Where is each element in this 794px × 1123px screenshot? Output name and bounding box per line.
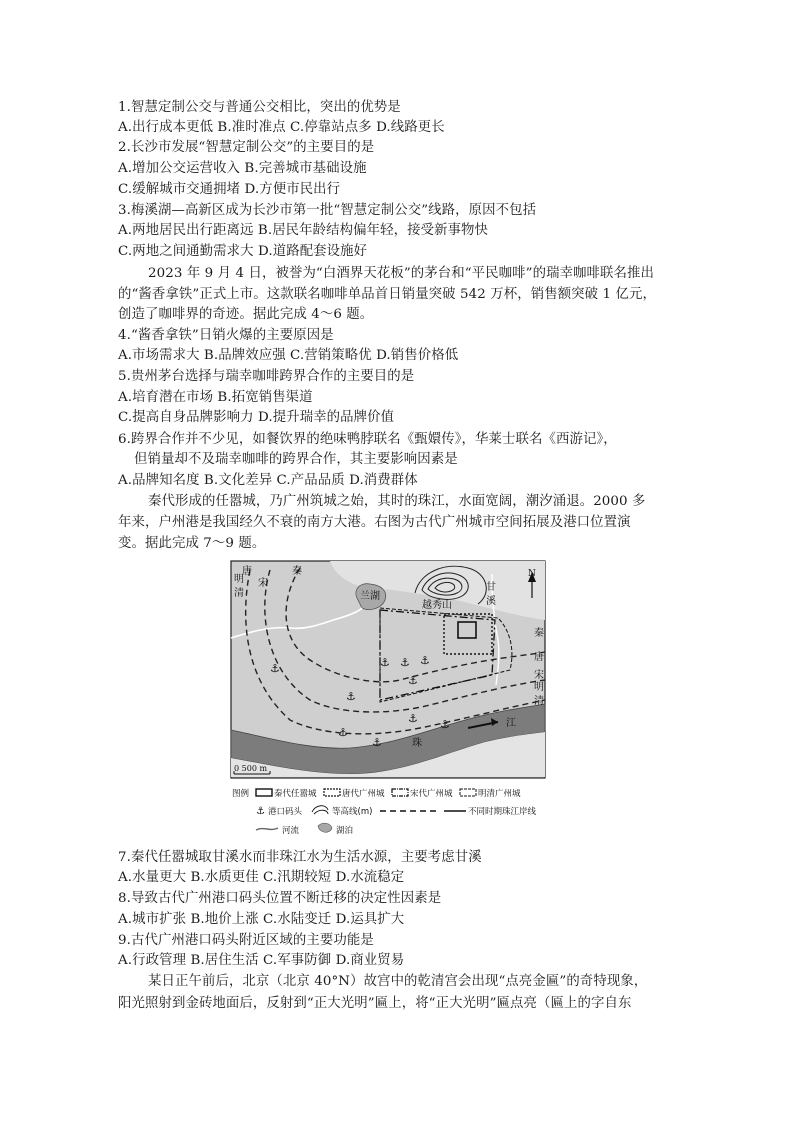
- svg-text:⚓: ⚓: [346, 690, 356, 703]
- legend-contour: 等高线(m): [332, 807, 373, 817]
- q8-options: A.城市扩张 B.地价上涨 C.水陆变迁 D.运具扩大: [118, 912, 405, 927]
- label-gan: 甘: [486, 582, 496, 593]
- svg-text:⚓: ⚓: [372, 736, 382, 749]
- passage-beijing-line2: 阳光照射到金砖地面后，反射到“正大光明”匾上，将“正大光明”匾点亮（匾上的字自东: [118, 996, 632, 1011]
- label-song-west: 宋: [258, 578, 268, 589]
- q8-stem: 8.导致古代广州港口码头位置不断迁移的决定性因素是: [118, 891, 442, 906]
- passage-guangzhou-line3: 变。据此完成 7～9 题。: [118, 536, 266, 551]
- legend-qin-swatch: [256, 789, 272, 796]
- passage-guangzhou-line1: 秦代形成的任嚣城，乃广州筑城之始，其时的珠江，水面宽阔，潮汐涌退。2000 多: [148, 494, 646, 509]
- legend-lake: 湖泊: [336, 826, 354, 836]
- q1-stem: 1.智慧定制公交与普通公交相比，突出的优势是: [118, 100, 401, 115]
- q6-options: A.品牌知名度 B.文化差异 C.产品品质 D.消费群体: [118, 473, 418, 488]
- q3-options-cd: C.两地之间通勤需求大 D.道路配套设施好: [118, 244, 368, 259]
- passage-coffee-line3: 创造了咖啡界的奇迹。据此完成 4～6 题。: [118, 307, 374, 322]
- label-xi: 溪: [486, 596, 496, 607]
- label-scale: 0 500 m: [234, 764, 268, 773]
- legend-song-city: 宋代广州城: [410, 789, 453, 799]
- legend-river-icon: [256, 828, 278, 830]
- legend-song-swatch: [392, 789, 408, 796]
- passage-coffee-line2: 的“酱香拿铁”正式上市。这款联名咖啡单品首日销量突破 542 万杯，销售额突破 1 亿元，: [118, 287, 656, 302]
- legend-qin-city: 秦代任嚣城: [274, 789, 317, 799]
- legend-contour-icon: [312, 806, 328, 814]
- label-yuexiushan: 越秀山: [422, 600, 452, 611]
- legend-title: 图例: [232, 789, 250, 799]
- q5-stem: 5.贵州茅台选择与瑞幸咖啡跨界合作的主要目的是: [118, 369, 415, 384]
- q3-stem: 3.梅溪湖—高新区成为长沙市第一批“智慧定制公交”线路，原因不包括: [118, 203, 537, 218]
- q6-stem-line1: 6.跨界合作并不少见，如餐饮界的绝味鸭脖联名《甄嬛传》，华莱士联名《西游记》，: [118, 432, 617, 447]
- label-song-east: 宋: [534, 670, 544, 681]
- passage-coffee-line1: 2023 年 9 月 4 日，被誉为“白酒界天花板”的茅台和“平民咖啡”的瑞幸咖啡联名推出: [148, 266, 654, 281]
- label-qing-east: 清: [534, 696, 544, 707]
- svg-text:⚓: ⚓: [400, 656, 410, 669]
- guangzhou-map-figure: [230, 560, 546, 840]
- q4-options: A.市场需求大 B.品牌效应强 C.营销策略优 D.销售价格低: [118, 348, 459, 363]
- q4-stem: 4.“酱香拿铁”日销火爆的主要原因是: [118, 328, 334, 343]
- q7-stem: 7.秦代任嚣城取甘溪水而非珠江水为生活水源，主要考虑甘溪: [118, 850, 482, 865]
- legend-shoreline: 不同时期珠江岸线: [468, 807, 537, 817]
- legend-lake-icon: [318, 823, 332, 832]
- q2-stem: 2.长沙市发展“智慧定制公交”的主要目的是: [118, 140, 375, 155]
- q9-options: A.行政管理 B.居住生活 C.军事防御 D.商业贸易: [118, 953, 405, 968]
- label-zhu: 珠: [412, 738, 422, 749]
- label-qing-west: 清: [234, 588, 244, 599]
- label-qin-west: 秦: [292, 566, 302, 577]
- q5-options-cd: C.提高自身品牌影响力 D.提升瑞幸的品牌价值: [118, 410, 395, 425]
- legend-ming-qing-swatch: [460, 789, 476, 796]
- q9-stem: 9.古代广州港口码头附近区域的主要功能是: [118, 933, 374, 948]
- q3-options-ab: A.两地居民出行距离远 B.居民年龄结构偏年轻，接受新事物快: [118, 223, 489, 238]
- q5-options-ab: A.培育潜在市场 B.拓宽销售渠道: [118, 390, 313, 405]
- q7-options: A.水量更大 B.水质更佳 C.汛期较短 D.水流稳定: [118, 870, 405, 885]
- legend-tang-city: 唐代广州城: [342, 789, 385, 799]
- q6-stem-line2: 但销量却不及瑞幸咖啡的跨界合作，其主要影响因素是: [134, 452, 458, 467]
- passage-beijing-line1: 某日正午前后，北京（北京 40°N）故宫中的乾清宫会出现“点亮金匾”的奇特现象，: [148, 974, 648, 989]
- map-legend: [232, 788, 537, 836]
- svg-text:⚓: ⚓: [338, 726, 348, 739]
- label-north: N: [528, 569, 536, 579]
- passage-guangzhou-line2: 年来，户州港是我国经久不衰的南方大港。右图为古代广州城市空间拓展及港口位置演: [118, 515, 631, 530]
- q2-options-ab: A.增加公交运营收入 B.完善城市基础设施: [118, 161, 367, 176]
- label-tang-west: 唐: [242, 566, 252, 577]
- label-ming-west: 明: [234, 574, 244, 585]
- label-qin-east: 秦: [534, 628, 544, 639]
- svg-text:⚓: ⚓: [408, 712, 418, 725]
- label-lanhu: 兰湖: [360, 591, 380, 602]
- legend-tang-swatch: [324, 789, 340, 796]
- q2-options-cd: C.缓解城市交通拥堵 D.方便市民出行: [118, 182, 341, 197]
- svg-text:⚓: ⚓: [380, 656, 390, 669]
- label-ming-east: 明: [534, 682, 544, 693]
- legend-ming-qing-city: 明清广州城: [478, 789, 521, 799]
- svg-text:⚓: ⚓: [408, 674, 418, 687]
- svg-text:⚓: ⚓: [270, 662, 280, 675]
- legend-port: 港口码头: [268, 807, 303, 817]
- label-jiang: 江: [506, 718, 516, 729]
- q1-options: A.出行成本更低 B.准时准点 C.停靠站点多 D.线路更长: [118, 120, 445, 135]
- legend-river: 河流: [282, 826, 300, 836]
- svg-text:⚓: ⚓: [440, 718, 450, 731]
- legend-port-icon: ⚓: [256, 806, 265, 817]
- svg-text:⚓: ⚓: [420, 654, 430, 667]
- label-tang-east: 唐: [534, 652, 544, 663]
